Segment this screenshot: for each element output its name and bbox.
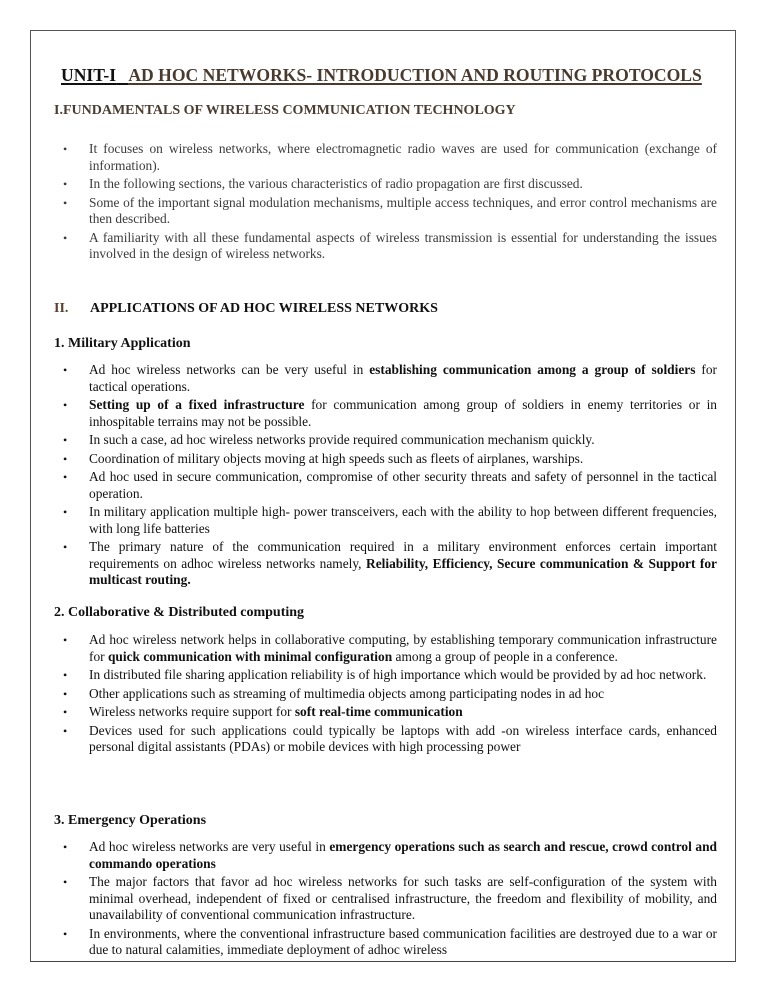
document-page <box>30 30 736 962</box>
bullet-icon: • <box>63 470 68 484</box>
section2-heading <box>54 301 438 317</box>
collaborative-bullet-list <box>57 632 717 758</box>
bullet-icon: • <box>63 142 68 156</box>
bullet-icon: • <box>63 840 68 854</box>
list-item: • A familiarity with all these fundamental aspects of wireless transmission is essential for understanding the issues involved in the design of wireless networks. <box>63 229 717 261</box>
military-bullet-list <box>57 362 717 591</box>
list-item: • Ad hoc wireless networks can be very useful in establishing communication among a group of soldiers for tactical operations. <box>63 362 717 394</box>
section1-heading: I.FUNDAMENTALS OF WIRELESS COMMUNICATION TECHNOLOGY <box>54 103 516 118</box>
bullet-icon: • <box>63 668 68 682</box>
unit-label: UNIT-I <box>61 65 117 85</box>
bullet-icon: • <box>63 433 68 447</box>
list-item: • Ad hoc wireless networks are very useful in emergency operations such as search and rescue, crowd control and commando operations <box>63 839 717 871</box>
list-item: • In environments, where the conventional infrastructure based communication facilities are destroyed due to a war or due to natural calamities, immediate deployment of adhoc wireless <box>63 925 717 957</box>
bullet-icon: • <box>63 451 68 466</box>
list-item: • In the following sections, the various characteristics of radio propagation are first discussed. <box>63 176 583 191</box>
list-item: • Other applications such as streaming of multimedia objects among participating nodes in ad hoc <box>63 685 605 701</box>
list-item: • Setting up of a fixed infrastructure for communication among group of soldiers in enemy territories or in inhospitable terrains may not be possible. <box>63 397 718 429</box>
list-item: • It focuses on wireless networks, where electromagnetic radio waves are used for communication (exchange of information). <box>63 141 717 173</box>
bullet-icon: • <box>63 505 68 519</box>
section2-title: APPLICATIONS OF AD HOC WIRELESS NETWORKS <box>90 301 438 316</box>
list-item: • Some of the important signal modulation mechanisms, multiple access techniques, and error control mechanisms are then described. <box>63 194 717 226</box>
list-item: • Coordination of military objects moving at high speeds such as fleets of airplanes, warships. <box>63 450 584 466</box>
list-item: • Ad hoc used in secure communication, compromise of other security threats and safety of personnel in the tactical operation. <box>63 469 717 501</box>
title-gap <box>116 65 128 85</box>
list-item: • Devices used for such applications could typically be laptops with add -on wireless interface cards, enhanced personal digital assistants (PDAs) or mobile devices with high processing power <box>63 722 717 754</box>
bullet-icon: • <box>63 177 68 191</box>
emergency-bullet-list <box>57 839 717 961</box>
bullet-icon: • <box>63 363 68 377</box>
bullet-icon: • <box>63 195 68 210</box>
page-title <box>61 65 702 86</box>
list-item: • The major factors that favor ad hoc wireless networks for such tasks are self-configuration of the system with minimal overhead, independent of fixed or centralised infrastructure, the freedom and flexibility of mobility, and unavailability of conventional communication infrastructure. <box>63 874 717 922</box>
bullet-icon: • <box>63 633 68 647</box>
list-item: • Ad hoc wireless network helps in collaborative computing, by establishing temporary communication infrastructure for quick communication with minimal configuration among a group of people in a conference. <box>63 632 717 664</box>
section2-number: II. <box>54 301 69 316</box>
bullet-icon: • <box>63 398 68 412</box>
title-main: AD HOC NETWORKS- INTRODUCTION AND ROUTING PROTOCOLS <box>128 65 702 85</box>
section1-bullet-list <box>57 141 717 265</box>
bullet-icon: • <box>63 705 68 719</box>
list-item: • In such a case, ad hoc wireless networks provide required communication mechanism quickly. <box>63 432 595 447</box>
list-item: • In distributed file sharing application reliability is of high importance which would be provided by ad hoc network. <box>63 667 707 682</box>
list-item: • Wireless networks require support for soft real-time communication <box>63 704 463 719</box>
bullet-icon: • <box>63 723 68 738</box>
bullet-icon: • <box>63 230 68 245</box>
bullet-icon: • <box>63 875 68 889</box>
list-item: • In military application multiple high- power transceivers, each with the ability to hop between different frequencies, with long life batteries <box>63 504 717 536</box>
bullet-icon: • <box>63 540 68 554</box>
bullet-icon: • <box>63 686 68 701</box>
subsection-military-heading: 1. Military Application <box>54 336 191 351</box>
list-item: • The primary nature of the communication required in a military environment enforces certain important requirements on adhoc wireless networks namely, Reliability, Efficiency, Secure communication & Support for multicast routing. <box>63 539 718 587</box>
bullet-icon: • <box>63 926 68 941</box>
subsection-collaborative-heading: 2. Collaborative & Distributed computing <box>54 605 305 620</box>
subsection-emergency-heading: 3. Emergency Operations <box>54 813 207 828</box>
